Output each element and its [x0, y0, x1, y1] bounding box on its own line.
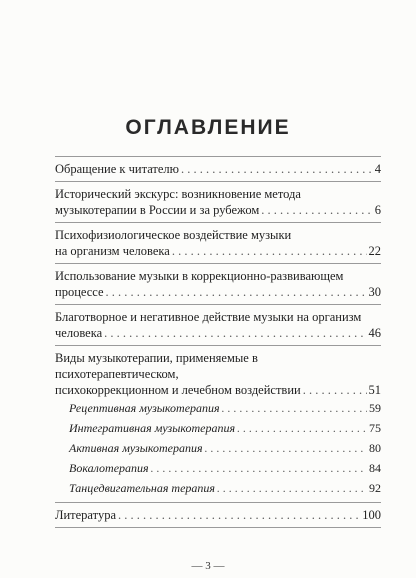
toc-entry-effects[interactable]: [55, 305, 381, 345]
toc-subentry-text: Активная музыкотерапия: [69, 441, 203, 455]
dot-leader: [106, 284, 367, 300]
page-number-footer: — 3 —: [191, 560, 225, 572]
toc-entry-text: на организм человека: [55, 244, 170, 258]
dot-leader: [237, 418, 367, 438]
toc-entry-psychophysiology[interactable]: [55, 223, 381, 263]
table-of-contents: [55, 156, 381, 528]
toc-entry-types[interactable]: [55, 346, 381, 502]
toc-page-number: 30: [368, 285, 381, 299]
dot-leader: [118, 507, 360, 523]
toc-subentry[interactable]: [69, 398, 381, 418]
toc-entry-text-line: Использование музыки в коррекционно-развивающем: [55, 269, 344, 283]
toc-page-number: 4: [374, 162, 381, 176]
toc-subentry[interactable]: [69, 438, 381, 458]
toc-entry-literature[interactable]: [55, 503, 381, 527]
toc-entry-text-line: Виды музыкотерапии, применяемые в психотерапевтическом,: [55, 351, 258, 381]
toc-page-number: 51: [368, 383, 381, 397]
toc-page-number: 59: [369, 401, 381, 415]
toc-entry-text-line: Благотворное и негативное действие музыки на организм: [55, 310, 362, 324]
toc-entry-text: процессе: [55, 285, 104, 299]
dot-leader: [217, 478, 367, 498]
toc-entry-text: человека: [55, 326, 103, 340]
toc-subentry-text: Интегративная музыкотерапия: [69, 421, 236, 435]
toc-subentry[interactable]: [69, 458, 381, 478]
toc-page-number: 6: [374, 203, 381, 217]
toc-entry-text: психокоррекционном и лечебном воздействии: [55, 383, 301, 397]
toc-page-number: 46: [368, 326, 381, 340]
toc-subentry[interactable]: [69, 478, 381, 498]
toc-entry-text: Литература: [55, 508, 116, 522]
dot-leader: [222, 398, 367, 418]
toc-subentry-text: Танцедвигательная терапия: [69, 481, 215, 495]
toc-entry-correction[interactable]: [55, 264, 381, 304]
page-title: ОГЛАВЛЕНИЕ: [125, 116, 291, 139]
toc-page-number: 22: [368, 244, 381, 258]
dot-leader: [104, 325, 366, 341]
separator: [55, 527, 381, 528]
toc-page-number: 80: [369, 441, 381, 455]
toc-subentry-text: Рецептивная музыкотерапия: [69, 401, 220, 415]
toc-subentry-text: Вокалотерапия: [69, 461, 149, 475]
toc-page-number: 92: [369, 481, 381, 495]
toc-entry-reader-address[interactable]: [55, 157, 381, 181]
toc-subentry[interactable]: [69, 418, 381, 438]
dot-leader: [181, 161, 373, 177]
toc-subentries: [55, 398, 381, 498]
toc-entry-history[interactable]: [55, 182, 381, 222]
dot-leader: [205, 438, 367, 458]
dot-leader: [151, 458, 367, 478]
toc-page-number: 75: [369, 421, 381, 435]
toc-entry-text-line: Исторический экскурс: возникновение метода: [55, 187, 301, 201]
dot-leader: [261, 202, 372, 218]
dot-leader: [172, 243, 367, 259]
toc-entry-text-line: Психофизиологическое воздействие музыки: [55, 228, 292, 242]
toc-entry-text: Обращение к читателю: [55, 162, 180, 176]
toc-entry-text: музыкотерапии в России и за рубежом: [55, 203, 260, 217]
toc-page-number: 84: [369, 461, 381, 475]
toc-page-number: 100: [362, 508, 381, 522]
dot-leader: [303, 382, 367, 398]
